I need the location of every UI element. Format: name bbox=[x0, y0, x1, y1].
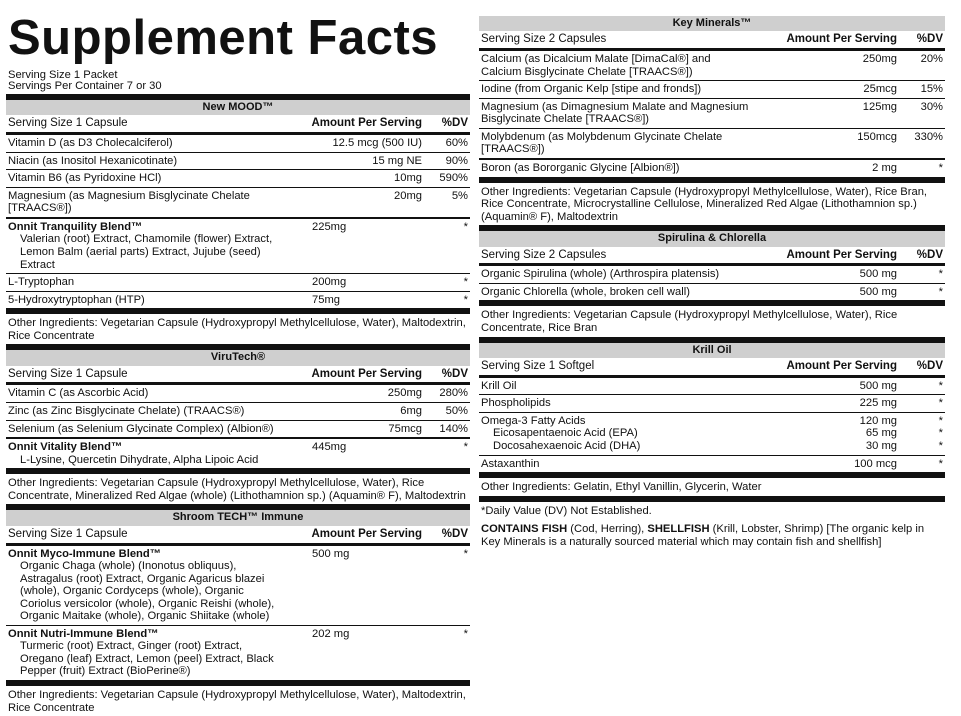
section-title: Krill Oil bbox=[479, 343, 945, 358]
section-title: Spirulina & Chlorella bbox=[479, 231, 945, 246]
right-column bbox=[479, 0, 945, 551]
nutrient-row: Organic Chlorella (whole, broken cell wall) 500 mg * bbox=[479, 283, 945, 301]
nutrient-row: Boron (as Bororganic Glycine [Albion®]) 2 mg * bbox=[479, 158, 945, 177]
other-ingredients: Other Ingredients: Vegetarian Capsule (Hydroxypropyl Methylcellulose, Water), Rice Bran, Rice Concentrate, Microcrystalline Cellulose, Mineralized Red Algae (Lithothamnion sp.) (Aquamin® F), Maltodextrin bbox=[481, 185, 928, 223]
other-ingredients: Other Ingredients: Vegetarian Capsule (Hydroxypropyl Methylcellulose, Water), Maltodextrin, Rice Concentrate bbox=[8, 317, 466, 342]
column-header: Serving Size 1 Capsule Amount Per Serving %DV bbox=[8, 117, 468, 130]
nutrient-row: Calcium (as Dicalcium Malate [DimaCal®] and Calcium Bisglycinate Chelate [TRAACS®]) 250mg 20% bbox=[481, 53, 943, 78]
column-header: Serving Size 1 Softgel Amount Per Serving %DV bbox=[481, 359, 943, 372]
other-ingredients: Other Ingredients: Vegetarian Capsule (Hydroxypropyl Methylcellulose, Water), Rice Concentrate, Mineralized Red Algae (whole) (Lithothamnion sp.) (Aquamin® F), Maltodextrin bbox=[8, 477, 466, 502]
serving-size: Serving Size 1 Packet bbox=[8, 69, 118, 81]
section-title: Key Minerals™ bbox=[479, 16, 945, 31]
blend-row: Onnit Myco-Immune Blend™ Organic Chaga (whole) (Inonotus obliquus), Astragalus (root) Extract, Organic Agaricus blazei (whole), Organic Cordyceps (whole), Organic Coriolus versicolor (whole), Organic Reishi (whole), Organic Maitake (whole), Organic Shiitake (whole) 500 mg * bbox=[8, 547, 468, 623]
nutrient-row: Krill Oil 500 mg * bbox=[481, 379, 943, 392]
other-ingredients: Other Ingredients: Vegetarian Capsule (Hydroxypropyl Methylcellulose, Water), Maltodextrin, Rice Concentrate bbox=[8, 688, 466, 714]
nutrient-row: Vitamin D (as D3 Cholecalciferol) 12.5 mcg (500 IU) 60% bbox=[8, 137, 468, 150]
nutrient-row: Iodine (from Organic Kelp [stipe and fronds]) 25mcg 15% bbox=[479, 80, 945, 98]
nutrient-row: Astaxanthin 100 mcg * bbox=[479, 455, 945, 473]
column-header: Serving Size 1 Capsule Amount Per Serving %DV bbox=[8, 527, 468, 540]
nutrient-row: 5-Hydroxytryptophan (HTP) 75mg * bbox=[6, 291, 470, 309]
servings-per-container: Servings Per Container 7 or 30 bbox=[8, 80, 162, 92]
left-column bbox=[6, 0, 470, 716]
nutrient-row: Docosahexaenoic Acid (DHA) 30 mg * bbox=[493, 439, 943, 452]
nutrient-row: Organic Spirulina (whole) (Arthrospira platensis) 500 mg * bbox=[481, 268, 943, 281]
nutrient-row: Niacin (as Inositol Hexanicotinate) 15 mg NE 90% bbox=[6, 152, 470, 170]
nutrient-row: Vitamin B6 (as Pyridoxine HCl) 10mg 590% bbox=[6, 169, 470, 187]
section-title: New MOOD™ bbox=[6, 100, 470, 115]
nutrient-row: L-Tryptophan 200mg * bbox=[6, 273, 470, 291]
blend-row: Onnit Nutri-Immune Blend™ Turmeric (root) Extract, Ginger (root) Extract, Oregano (leaf) Extract, Lemon (peel) Extract, Black Pepper (fruit) Extract (BioPerine®) 202 mg * bbox=[6, 625, 470, 680]
blend-row: Onnit Tranquility Blend™ Valerian (root) Extract, Chamomile (flower) Extract, Lemon Balm (aerial parts) Extract, Jujube (seed) Extract 225mg * bbox=[6, 217, 470, 273]
page-title: Supplement Facts bbox=[8, 11, 439, 65]
blend-row: Onnit Vitality Blend™ L-Lysine, Quercetin Dihydrate, Alpha Lipoic Acid 445mg * bbox=[6, 437, 470, 468]
column-header: Serving Size 1 Capsule Amount Per Serving %DV bbox=[8, 367, 468, 380]
other-ingredients: Other Ingredients: Vegetarian Capsule (Hydroxypropyl Methylcellulose, Water), Rice Concentrate, Rice Bran bbox=[481, 309, 898, 335]
footnote: *Daily Value (DV) Not Established. bbox=[481, 504, 652, 517]
section-title: Shroom TECH™ Immune bbox=[6, 510, 470, 525]
nutrient-row: Omega-3 Fatty Acids 120 mg * bbox=[479, 412, 945, 428]
nutrient-row: Phospholipids 225 mg * bbox=[479, 394, 945, 412]
nutrient-row: Magnesium (as Magnesium Bisglycinate Chelate [TRAACS®]) 20mg 5% bbox=[6, 187, 470, 217]
other-ingredients: Other Ingredients: Gelatin, Ethyl Vanillin, Glycerin, Water bbox=[481, 481, 762, 494]
nutrient-row: Selenium (as Selenium Glycinate Complex) (Albion®) 75mcg 140% bbox=[6, 420, 470, 438]
section-title: ViruTech® bbox=[6, 350, 470, 365]
column-header: Serving Size 2 Capsules Amount Per Serving %DV bbox=[481, 248, 943, 261]
nutrient-row: Vitamin C (as Ascorbic Acid) 250mg 280% bbox=[8, 387, 468, 400]
column-header: Serving Size 2 Capsules Amount Per Serving %DV bbox=[481, 33, 943, 46]
nutrient-row: Magnesium (as Dimagnesium Malate and Magnesium Bisglycinate Chelate [TRAACS®]) 125mg 30% bbox=[479, 98, 945, 128]
allergen-statement: CONTAINS FISH (Cod, Herring), SHELLFISH (Krill, Lobster, Shrimp) [The organic kelp in Key Minerals is a naturally sourced material which may contain fish and shellfish] bbox=[481, 523, 925, 548]
nutrient-row: Molybdenum (as Molybdenum Glycinate Chelate [TRAACS®]) 150mcg 330% bbox=[479, 128, 945, 158]
nutrient-row: Zinc (as Zinc Bisglycinate Chelate) (TRAACS®) 6mg 50% bbox=[6, 402, 470, 420]
nutrient-row: Eicosapentaenoic Acid (EPA) 65 mg * bbox=[493, 427, 943, 440]
